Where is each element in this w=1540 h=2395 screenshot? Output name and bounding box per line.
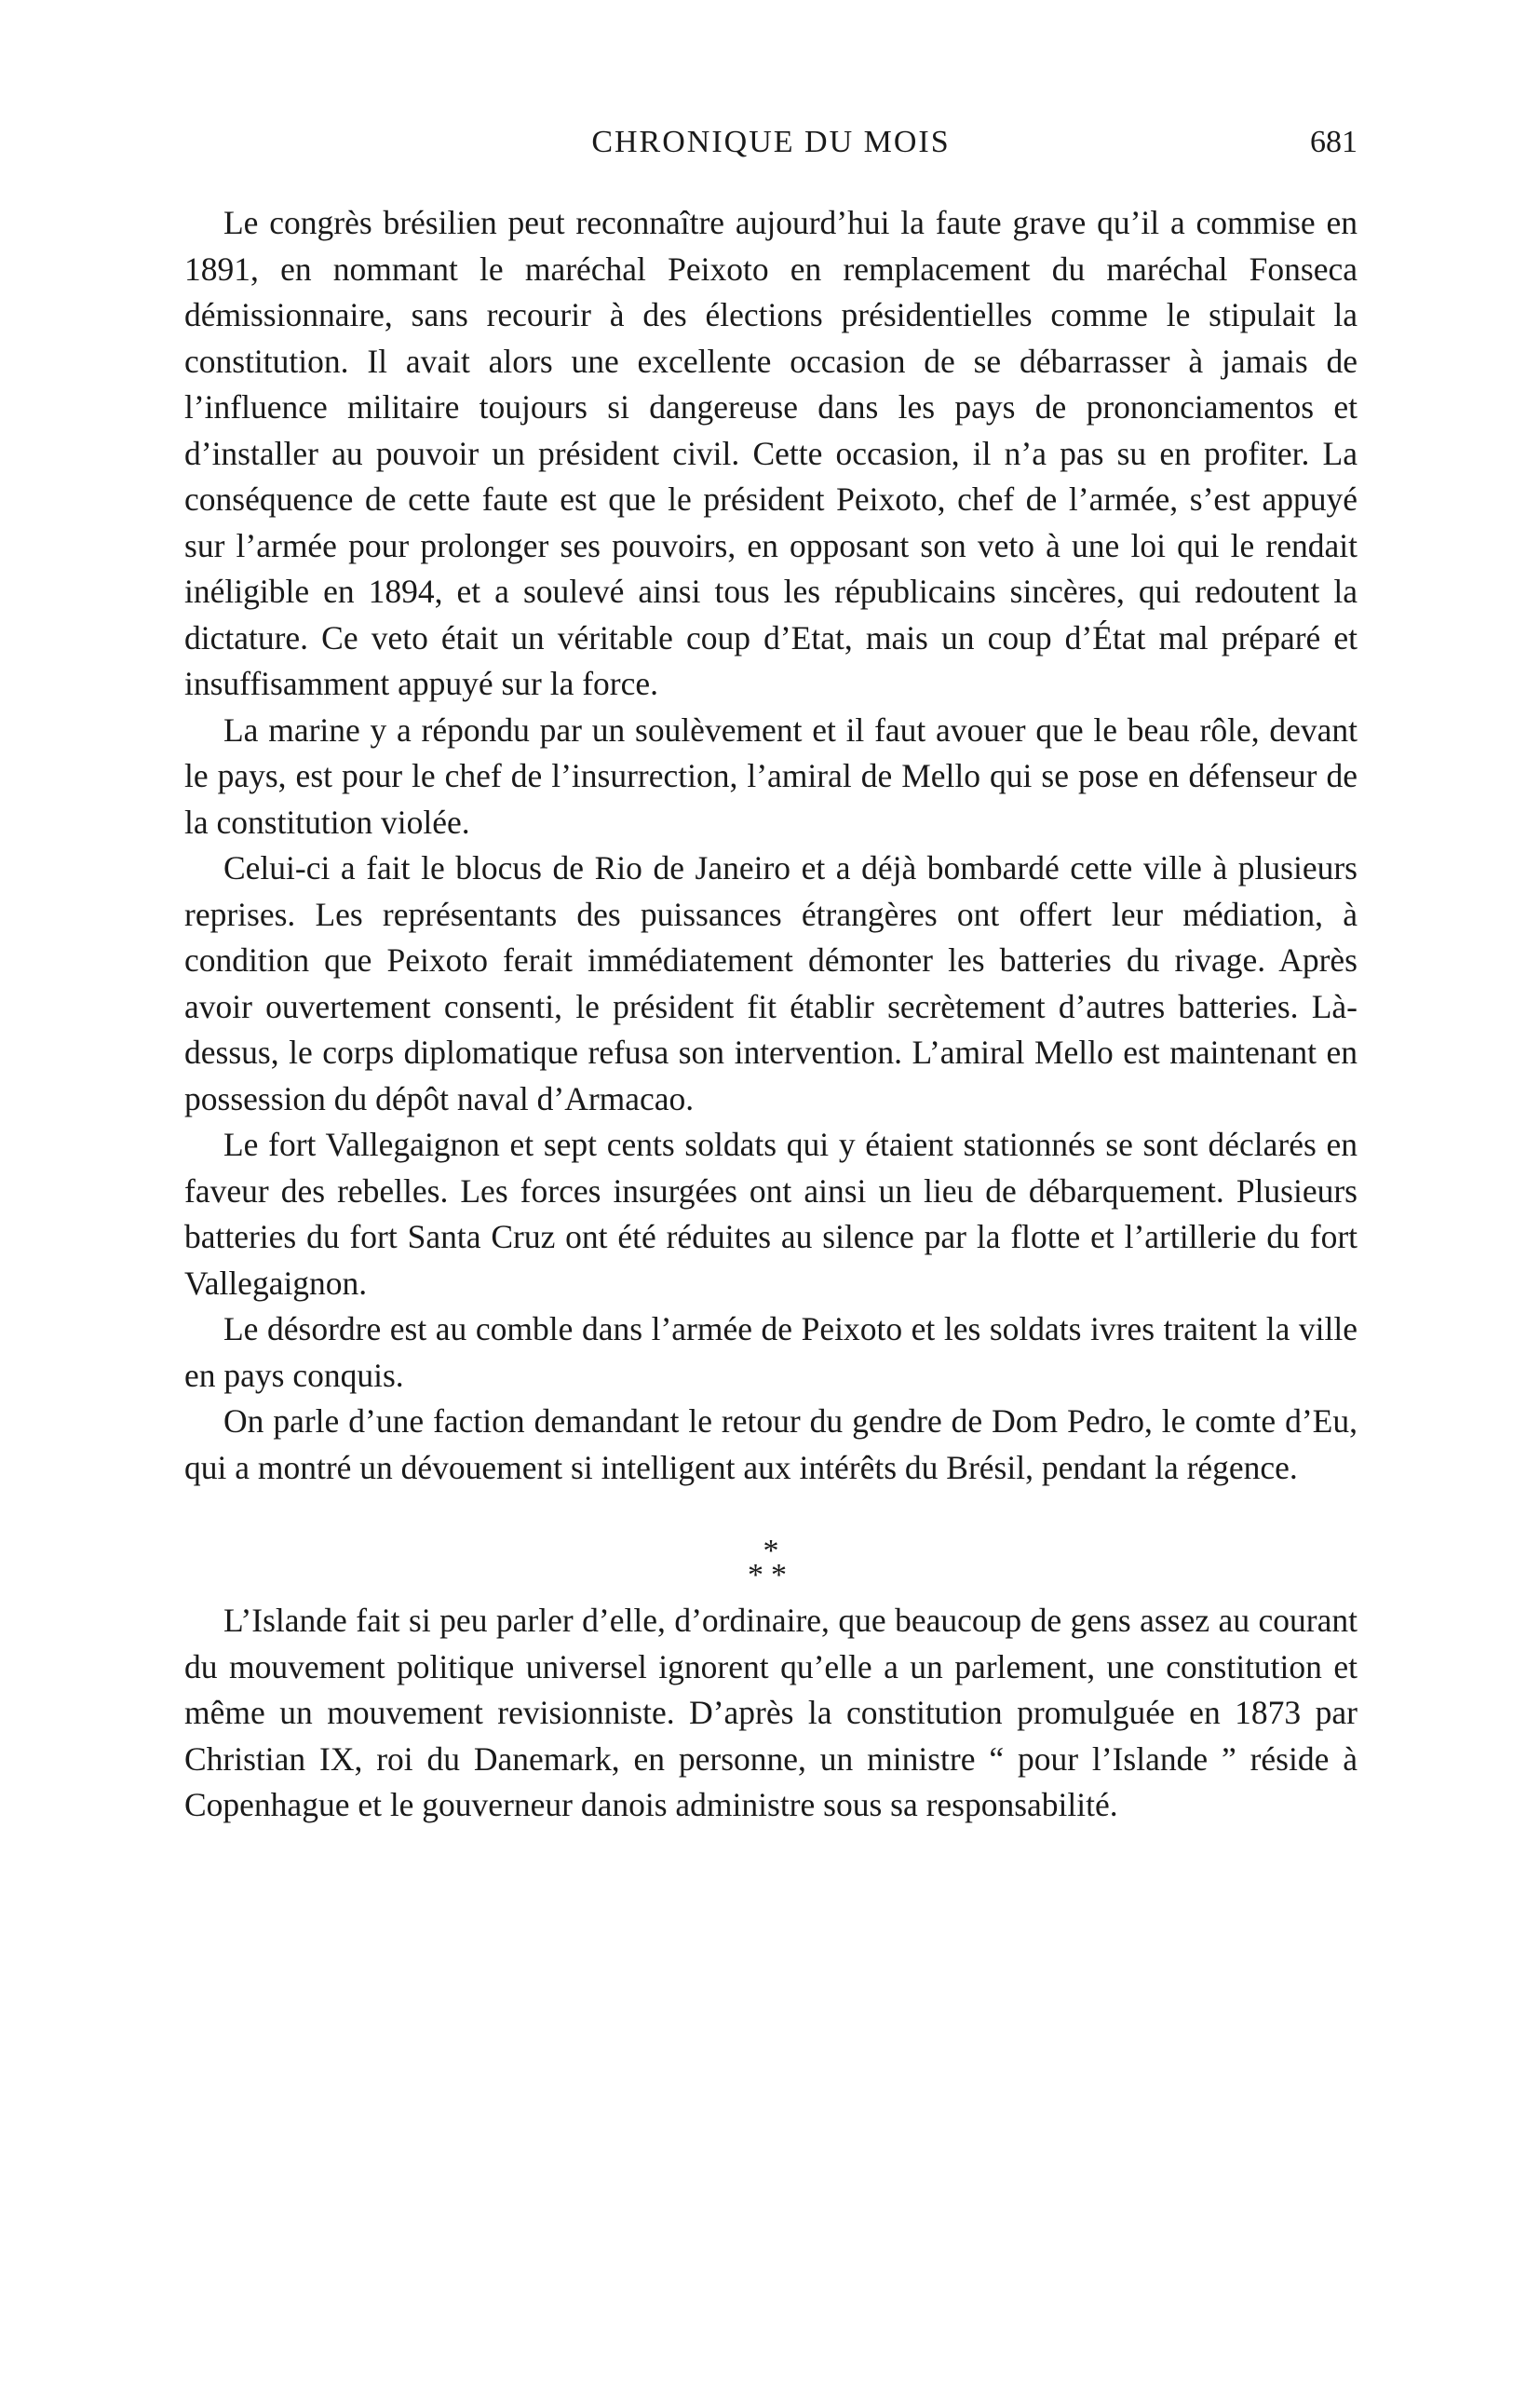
paragraph: Le désordre est au comble dans l’armée de Peixoto et les soldats ivres traitent la ville en pays conquis.	[184, 1310, 1358, 1394]
paragraph: L’Islande fait si peu parler d’elle, d’ordinaire, que beaucoup de gens assez au courant du mouvement politique universel ignorent qu’elle a un parlement, une constitution et même un mouvement revisionniste. D’après la constitution promulguée en 1873 par Christian IX, roi du Danemark, en personne, un ministre “ pour l’Islande ” réside à Copenhague et le gouverneur danois administre sous sa responsabilité.	[184, 1602, 1358, 1823]
section-separator-asterism	[184, 1491, 1358, 1598]
paragraph: On parle d’une faction demandant le retour du gendre de Dom Pedro, le comte d’Eu, qui a montré un dévouement si intelligent aux intérêts du Brésil, pendant la régence.	[184, 1402, 1358, 1486]
paragraph: Celui-ci a fait le blocus de Rio de Janeiro et a déjà bombardé cette ville à plusieurs reprises. Les représentants des puissances étrangères ont offert leur médiation, à condition que Peixoto ferait immédiatement démonter les batteries du rivage. Après avoir ouvertement consenti, le président fit établir secrètement d’autres batteries. Là-dessus, le corps diplomatique refusa son intervention. L’amiral Mello est maintenant en possession du dépôt naval d’Armacao.	[184, 849, 1358, 1117]
paragraph: Le congrès brésilien peut reconnaître aujourd’hui la faute grave qu’il a commise en 1891, en nommant le maréchal Peixoto en remplacement du maréchal Fonseca démissionnaire, sans recourir à des élections présidentielles comme le stipulait la constitution. Il avait alors une excellente occasion de se débarrasser à jamais de l’influence militaire toujours si dangereuse dans les pays de prononciamentos et d’installer au pouvoir un président civil. Cette occasion, il n’a pas su en profiter. La conséquence de cette faute est que le président Peixoto, chef de l’armée, s’est appuyé sur l’armée pour prolonger ses pouvoirs, en opposant son veto à une loi qui le rendait inéligible en 1894, et a soulevé ainsi tous les républicains sincères, qui redoutent la dictature. Ce veto était un véritable coup d’Etat, mais un coup d’État mal préparé et insuffisamment appuyé sur la force.	[184, 204, 1358, 702]
page-header	[184, 125, 1358, 171]
body-text	[184, 200, 1358, 1829]
asterism-bottom: **	[748, 1558, 794, 1592]
asterism-top: *	[763, 1534, 779, 1568]
paragraph: La marine y a répondu par un soulèvement et il faut avouer que le beau rôle, devant le pays, est pour le chef de l’insurrection, l’amiral de Mello qui se pose en défenseur de la constitution violée.	[184, 710, 1358, 841]
running-title: CHRONIQUE DU MOIS	[591, 125, 951, 159]
paragraph: Le fort Vallegaignon et sept cents soldats qui y étaient stationnés se sont déclarés en faveur des rebelles. Les forces insurgées ont ainsi un lieu de débarquement. Plusieurs batteries du fort Santa Cruz ont été réduites au silence par la flotte et l’artillerie du fort Vallegaignon.	[184, 1126, 1358, 1302]
page-number: 681	[1310, 125, 1358, 159]
